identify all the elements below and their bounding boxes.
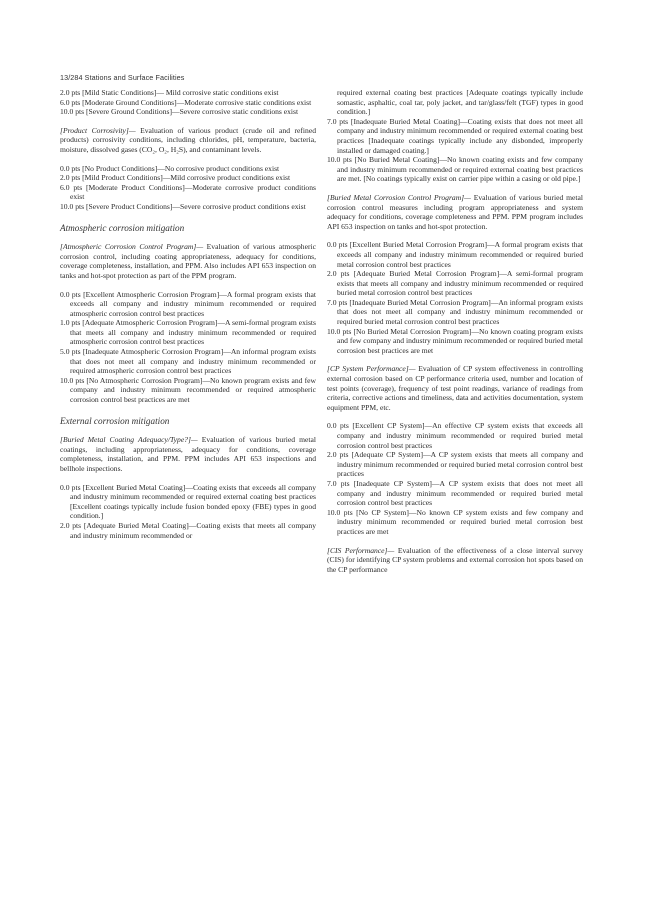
paragraph-text: Evaluation of the effectiveness of a close interval survey (CIS) for identifying CP system problems and external corrosion hot spots based on the CP performance [327,545,583,574]
list-item: 10.0 pts [Severe Ground Conditions]—Severe corrosive static conditions exist [60,107,299,117]
paragraph-label: [Buried Metal Corrosion Control Program]— [327,192,471,202]
product-corrosivity-paragraph [60,126,316,155]
list-item: 2.0 pts [Adequate Buried Metal Corrosion Program]—A semi-formal program exists that meets all company and industry minimum recommended or required buried metal corrosion control best practices [327,269,583,298]
paragraph-text: Evaluation of CP system effectiveness in controlling external corrosion based on CP performance criteria used, number and location of test points (coverage), frequency of test point readings, variance of readings from criteria, corrective actions and timeliness, data and activities documentation, system equipment PPM, etc. [327,364,583,412]
paragraph-text: Evaluation of various atmospheric corrosion control, including coating appropriateness, adequacy for conditions, coverage completeness, installation, and PPM. Also includes API 653 inspection on tanks and hot-spot protection as part of the PPM program. [60,242,316,280]
list-item: 7.0 pts [Inadequate Buried Metal Corrosion Program]—An informal program exists that does not meet all company and industry minimum recommended or required buried metal corrosion control best practices [327,297,583,327]
coating-paragraph [60,435,316,473]
list-item: 2.0 pts [Adequate Buried Metal Coating]—Coating exists that meets all company and industry minimum recommended or [60,520,316,540]
list-item: 10.0 pts [No Atmospheric Corrosion Program]—No known program exists and few company and industry minimum recommended or required atmospheric corrosion control best practices are met [60,375,316,405]
paragraph-label: [Atmospheric Corrosion Control Program]— [60,242,204,252]
page-header: 13/284 Stations and Surface Facilities [60,73,185,82]
list-item: 0.0 pts [Excellent Buried Metal Corrosion Program]—A formal program exists that exceeds all company and industry minimum recommended or required buried metal corrosion control best practices [327,240,583,269]
cp-performance-paragraph [327,364,583,412]
list-item: 7.0 pts [Inadequate CP System]—A CP system exists that does not meet all company and industry minimum recommended or required buried metal corrosion control best practices [327,478,583,508]
paragraph-label: [CIS Performance]— [327,545,395,555]
list-item: 1.0 pts [Adequate Atmospheric Corrosion Program]—A semi-formal program exists that meets all company and industry minimum recommended or required atmospheric corrosion control best practices [60,318,316,347]
atmospheric-paragraph [60,242,316,280]
left-column [60,88,316,540]
coating-continuation: required external coating best practices [Adequate coatings typically include somastic, asphaltic, coal tar, poly jacket, and tar/glass/felt (TGF) types in good condition.] [337,88,583,117]
list-item: 6.0 pts [Moderate Product Conditions]—Moderate corrosive product conditions exist [60,182,316,202]
list-item: 2.0 pts [Mild Product Conditions]—Mild corrosive product conditions exist [60,173,291,183]
list-item: 10.0 pts [No Buried Metal Corrosion Program]—No known coating program exists and few company and industry minimum recommended or required buried metal corrosion best practices are met [327,326,583,355]
list-item: 5.0 pts [Inadequate Atmospheric Corrosion Program]—An informal program exists that does not meet all company and industry minimum recommended or required atmospheric corrosion control best practices [60,347,316,376]
list-item: 0.0 pts [Excellent Atmospheric Corrosion Program]—A formal program exists that exceeds all company and industry minimum recommended or required atmospheric corrosion control best practices [60,289,316,318]
list-item: 2.0 pts [Adequate CP System]—A CP system exists that meets all company and industry minimum recommended or required buried metal corrosion control best practices [327,450,583,479]
section-heading-external: External corrosion mitigation [60,415,170,426]
list-item: 7.0 pts [Inadequate Buried Metal Coating]—Coating exists that does not meet all company and industry minimum recommended or required external coating best practices [Inadequate coatings typically include any disbonded, improperly installed or damaged coating.] [327,116,583,155]
list-item: 10.0 pts [No Buried Metal Coating]—No known coating exists and few company and industry minimum recommended or required external coating best practices are met. [No coatings typically exist on carrier pipe within a casing or old pipe.] [327,155,583,184]
paragraph-label: [Buried Metal Coating Adequacy/Type?]— [60,435,198,445]
section-heading-atmospheric: Atmospheric corrosion mitigation [60,222,185,233]
list-item: 0.0 pts [No Product Conditions]—No corrosive product conditions exist [60,163,280,173]
list-item: 6.0 pts [Moderate Ground Conditions]—Moderate corrosive static conditions exist [60,97,312,107]
list-item: 10.0 pts [Severe Product Conditions]—Severe corrosive product conditions exist [60,201,306,211]
list-item: 0.0 pts [Excellent CP System]—An effective CP system exists that exceeds all company and industry minimum recommended or required buried metal corrosion control best practices [327,421,583,450]
paragraph-text: Evaluation of various buried metal coatings, including appropriateness, adequacy for conditions, coverage completeness, installation, and PPM. PPM includes API 653 inspections and bellhole inspections. [60,435,316,473]
paragraph-text: Evaluation of various product (crude oil and refined products) corrosivity conditions, including chlorides, pH, temperature, bacteria, moisture, dissolved gases (CO₂, O₂, H₂S), and contaminant levels. [60,125,316,154]
paragraph-label: [Product Corrosivity]— [60,125,136,135]
list-item: 10.0 pts [No CP System]—No known CP system exists and few company and industry minimum recommended or required buried metal corrosion best practices are met [327,507,583,536]
right-column [327,88,583,574]
list-item: 2.0 pts [Mild Static Conditions]— Mild corrosive static conditions exist [60,88,279,97]
cis-performance-paragraph [327,546,583,575]
paragraph-label: [CP System Performance]— [327,364,416,374]
control-program-paragraph [327,193,583,231]
paragraph-text: Evaluation of various buried metal corrosion control measures including program appropriateness and system adequacy for conditions, coverage completeness and PPM. PPM program includes API 653 inspection on tanks and hot-spot protection. [327,192,583,231]
list-item: 0.0 pts [Excellent Buried Metal Coating]—Coating exists that exceeds all company and industry minimum recommended or required external coating best practices [Excellent coatings typically include fusion bonded epoxy (FBE) types in good condition.] [60,482,316,521]
